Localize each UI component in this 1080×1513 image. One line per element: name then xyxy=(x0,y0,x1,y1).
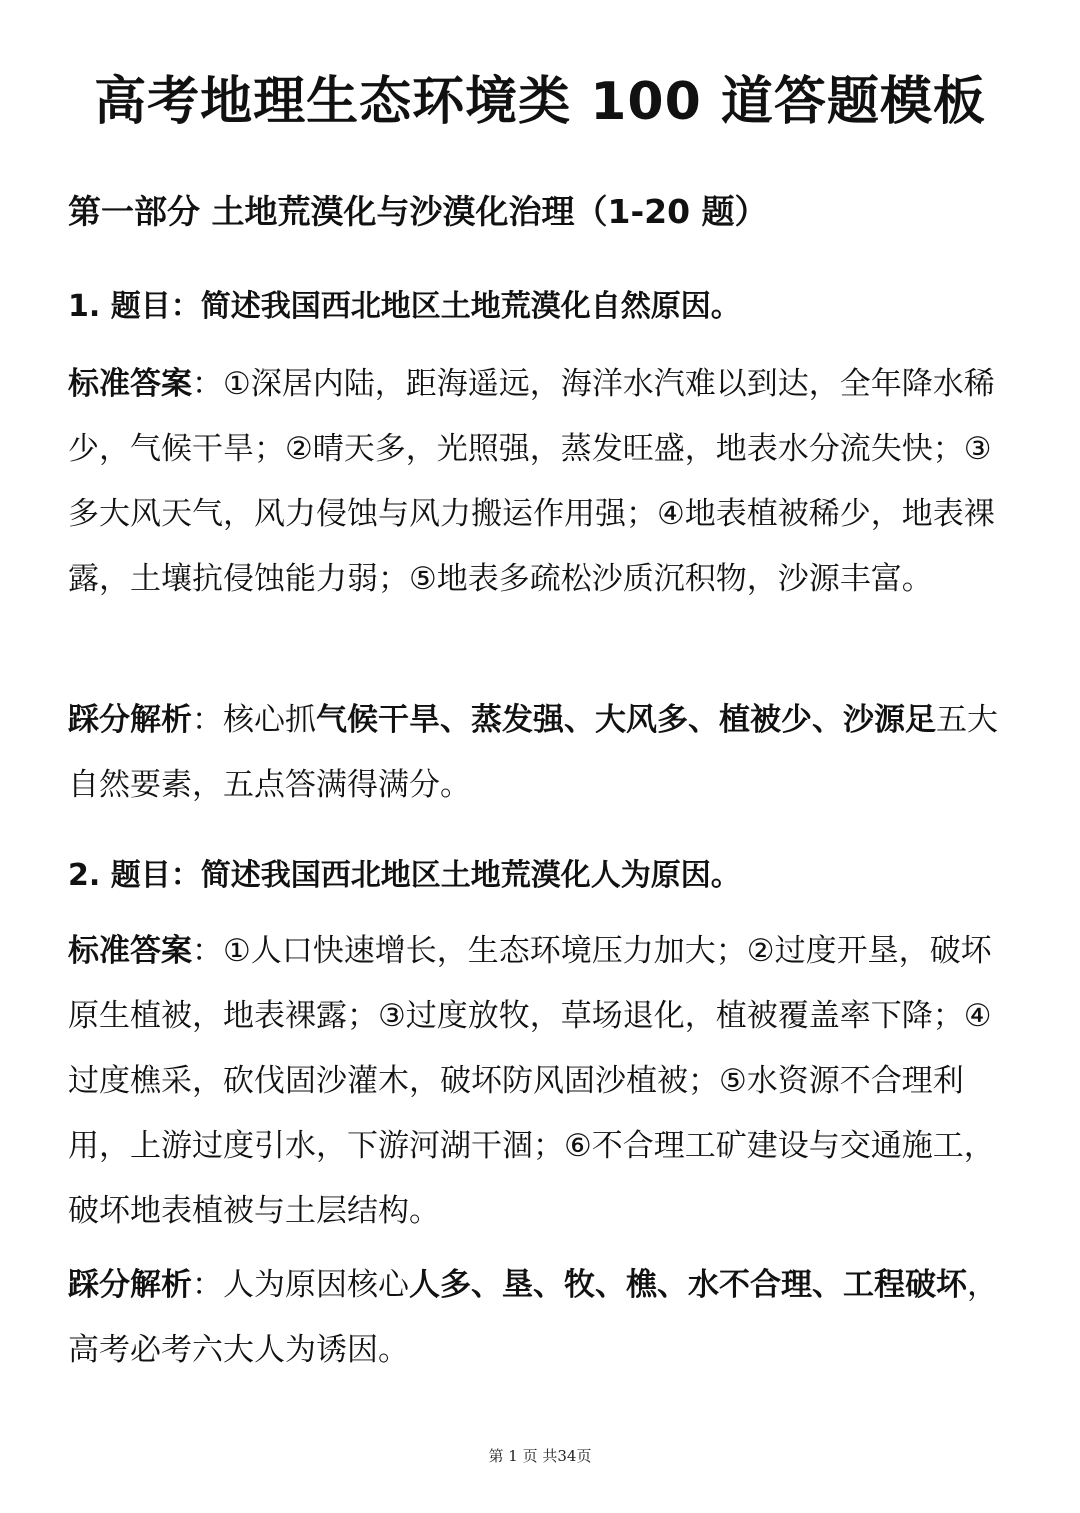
analysis-label: 踩分解析 xyxy=(68,1267,192,1303)
analysis-keypoints: 人多、垦、牧、樵、水不合理、工程破坏 xyxy=(409,1267,967,1303)
answer-label: 标准答案 xyxy=(68,366,192,402)
page-footer xyxy=(0,1444,1080,1468)
question-2-answer xyxy=(68,919,998,1244)
answer-text: ①深居内陆，距海遥远，海洋水汽难以到达，全年降水稀少，气候干旱；②晴天多，光照强，蒸发旺盛，地表水分流失快；③多大风天气，风力侵蚀与风力搬运作用强；④地表植被稀少，地表裸露，土壤抗侵蚀能力弱；⑤地表多疏松沙质沉积物，沙源丰富。 xyxy=(68,366,995,597)
footer-prefix: 第 xyxy=(488,1447,504,1465)
analysis-text-pre: 人为原因核心 xyxy=(223,1267,409,1303)
footer-page-number: 1 xyxy=(508,1447,518,1465)
analysis-separator: ： xyxy=(192,702,223,738)
question-1-title: 1. 题目：简述我国西北地区土地荒漠化自然原因。 xyxy=(68,289,741,324)
analysis-keypoints: 气候干旱、蒸发强、大风多、植被少、沙源足 xyxy=(316,702,936,738)
question-1-analysis xyxy=(68,688,998,818)
document-title: 高考地理生态环境类 100 道答题模板 xyxy=(94,72,986,132)
analysis-separator: ： xyxy=(192,1267,223,1303)
section-title: 第一部分 土地荒漠化与沙漠化治理（1-20 题） xyxy=(68,192,768,231)
answer-label: 标准答案 xyxy=(68,933,192,969)
question-1-answer xyxy=(68,352,998,612)
analysis-text-pre: 核心抓 xyxy=(223,702,316,738)
analysis-label: 踩分解析 xyxy=(68,702,192,738)
question-2-analysis xyxy=(68,1253,998,1383)
footer-middle: 页 共 xyxy=(522,1447,558,1465)
question-2-title: 2. 题目：简述我国西北地区土地荒漠化人为原因。 xyxy=(68,858,741,893)
answer-separator: ： xyxy=(192,366,223,402)
analysis-text-post: ，高考必考六大人为诱因。 xyxy=(68,1267,998,1368)
footer-total-pages: 34 xyxy=(557,1447,577,1465)
analysis-text-post: 五大自然要素，五点答满得满分。 xyxy=(68,702,998,803)
footer-suffix: 页 xyxy=(576,1447,592,1465)
answer-separator: ： xyxy=(192,933,223,969)
answer-text: ①人口快速增长，生态环境压力加大；②过度开垦，破坏原生植被，地表裸露；③过度放牧，草场退化，植被覆盖率下降；④过度樵采，砍伐固沙灌木，破坏防风固沙植被；⑤水资源不合理利用，上游过度引水，下游河湖干涸；⑥不合理工矿建设与交通施工，破坏地表植被与土层结构。 xyxy=(68,933,995,1229)
